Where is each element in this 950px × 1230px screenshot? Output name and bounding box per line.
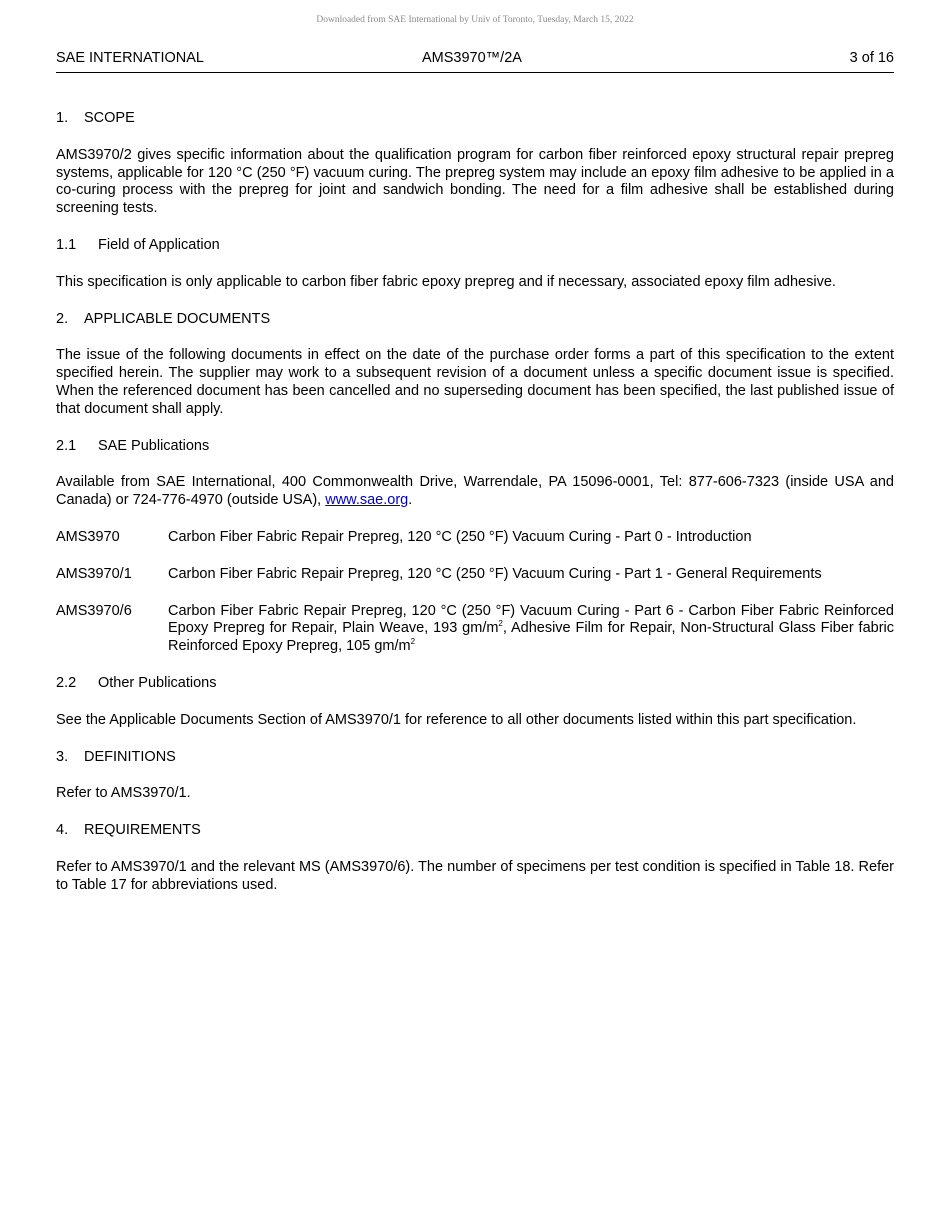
reference-description-part: Carbon Fiber Fabric Repair Prepreg, 120 °C (250 °F) Vacuum Curing - Part 6 - Carbon Fiber Fabric Reinforced Epoxy Prepreg for Repair, Plain Weave, 193 gm/m xyxy=(168,602,894,637)
header-document-id: AMS3970™/2A xyxy=(422,50,522,66)
section-heading-other-publications xyxy=(56,675,894,693)
section-title: Field of Application xyxy=(98,236,220,253)
section-title: DEFINITIONS xyxy=(84,748,176,765)
download-watermark: Downloaded from SAE International by Univ of Toronto, Tuesday, March 15, 2022 xyxy=(316,15,634,25)
reference-code: AMS3970/1 xyxy=(56,565,132,582)
section-heading-scope xyxy=(56,110,894,128)
document-body xyxy=(56,110,894,914)
reference-description-part: , Adhesive Film for Repair, Non-Structural Glass Fiber fabric Reinforced Epoxy Prepreg, 105 gm/m xyxy=(168,620,894,655)
scope-paragraph: AMS3970/2 gives specific information about the qualification program for carbon fiber reinforced epoxy structural repair prepreg systems, applicable for 120 °C (250 °F) vacuum curing. The prepreg system may include an epoxy film adhesive to be applied in a co-curing process with the prepreg for joint and sandwich bonding. The need for a film adhesive shall be established during screening tests. xyxy=(56,146,894,217)
section-number: 2.1 xyxy=(56,437,77,454)
reference-entry xyxy=(56,566,894,584)
reference-description: Carbon Fiber Fabric Repair Prepreg, 120 °C (250 °F) Vacuum Curing - Part 1 - General Requirements xyxy=(168,565,822,582)
section-title: Other Publications xyxy=(98,674,217,691)
section-title: REQUIREMENTS xyxy=(84,822,201,839)
other-publications-paragraph: See the Applicable Documents Section of AMS3970/1 for reference to all other documents listed within this part specification. xyxy=(56,711,857,728)
reference-entry xyxy=(56,529,894,547)
reference-code: AMS3970 xyxy=(56,528,120,545)
section-heading-definitions xyxy=(56,749,894,767)
section-number: 2.2 xyxy=(56,674,77,691)
section-heading-requirements xyxy=(56,822,894,840)
section-number: 2. xyxy=(56,310,69,327)
applicable-paragraph: The issue of the following documents in effect on the date of the purchase order forms a part of this specification to the extent specified herein. The supplier may work to a subsequent revision of a document unless a specific document issue is specified. When the referenced document has been cancelled and no superseding document has been specified, the last published issue of that document shall apply. xyxy=(56,347,894,417)
superscript: 2 xyxy=(498,619,503,629)
superscript: 2 xyxy=(410,637,416,647)
page-header xyxy=(56,50,894,73)
reference-entry xyxy=(56,603,894,656)
sae-address-period: . xyxy=(408,492,413,509)
reference-description xyxy=(168,603,894,656)
section-number: 4. xyxy=(56,822,69,839)
section-title: SAE Publications xyxy=(98,437,210,454)
header-page-number: 3 of 16 xyxy=(849,50,894,66)
section-number: 1. xyxy=(56,110,69,126)
section-title: SCOPE xyxy=(84,110,135,126)
section-heading-field-of-application xyxy=(56,237,894,255)
requirements-paragraph: Refer to AMS3970/1 and the relevant MS (AMS3970/6). The number of specimens per test condition is specified in Table 18. Refer to Table 17 for abbreviations used. xyxy=(56,858,894,893)
field-paragraph: This specification is only applicable to carbon fiber fabric epoxy prepreg and if necessary, associated epoxy film adhesive. xyxy=(56,273,836,290)
sae-address-text: Available from SAE International, 400 Commonwealth Drive, Warrendale, PA 15096-0001, Tel: 877-606-7323 (inside USA and Canada) or 724-776-4970 (outside USA), xyxy=(56,474,894,509)
section-title: APPLICABLE DOCUMENTS xyxy=(84,310,271,327)
sae-publications-paragraph xyxy=(56,474,894,510)
reference-description: Carbon Fiber Fabric Repair Prepreg, 120 °C (250 °F) Vacuum Curing - Part 0 - Introduction xyxy=(168,528,752,545)
section-heading-sae-publications xyxy=(56,438,894,456)
section-number: 1.1 xyxy=(56,236,77,253)
reference-code: AMS3970/6 xyxy=(56,602,132,619)
header-organization: SAE INTERNATIONAL xyxy=(56,50,204,66)
sae-website-link[interactable]: www.sae.org xyxy=(325,492,409,509)
definitions-paragraph: Refer to AMS3970/1. xyxy=(56,785,191,802)
section-heading-applicable-documents xyxy=(56,311,894,329)
section-number: 3. xyxy=(56,748,69,765)
